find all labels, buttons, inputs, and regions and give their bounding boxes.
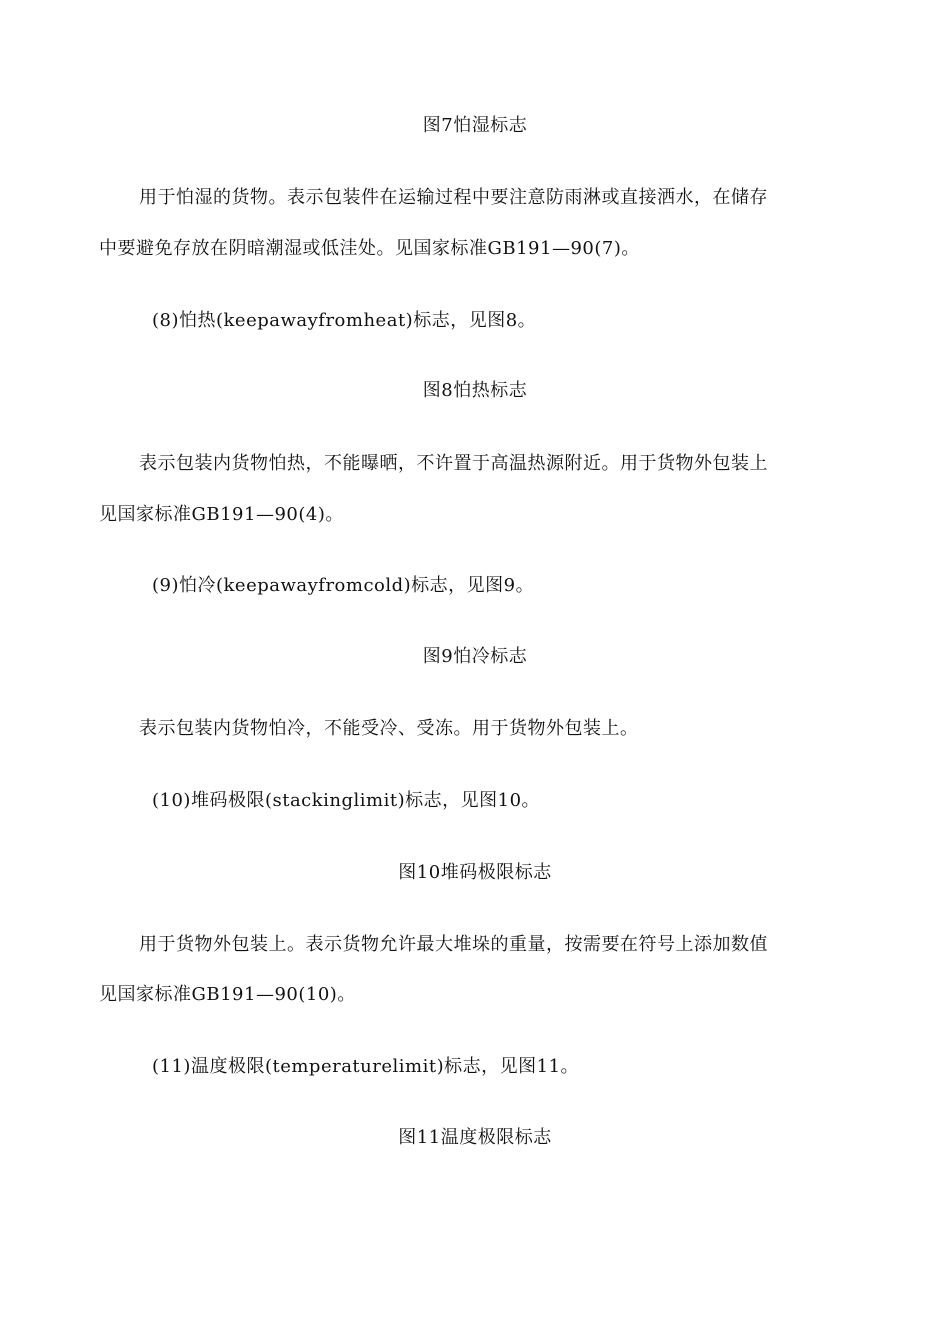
paragraph-line: 中要避免存放在阴暗潮湿或低洼处。见国家标准GB191—90(7)。: [99, 238, 640, 259]
paragraph-line: 表示包装内货物怕热，不能曝晒，不许置于高温热源附近。用于货物外包装上: [139, 453, 768, 474]
paragraph-line: 见国家标准GB191—90(4)。: [99, 504, 344, 525]
paragraph-line: 用于怕湿的货物。表示包装件在运输过程中要注意防雨淋或直接洒水，在储存: [139, 187, 768, 208]
figure-caption: 图7怕湿标志: [422, 115, 528, 136]
list-item: (8)怕热(keepawayfromheat)标志，见图8。: [152, 310, 537, 331]
figure-caption: 图8怕热标志: [422, 380, 528, 401]
paragraph-line: 表示包装内货物怕冷，不能受冷、受冻。用于货物外包装上。: [139, 718, 639, 739]
figure-caption: 图10堆码极限标志: [398, 862, 552, 883]
paragraph-line: 见国家标准GB191—90(10)。: [99, 984, 356, 1005]
figure-caption: 图11温度极限标志: [398, 1127, 552, 1148]
list-item: (11)温度极限(temperaturelimit)标志，见图11。: [152, 1056, 580, 1077]
list-item: (9)怕冷(keepawayfromcold)标志，见图9。: [152, 575, 535, 596]
figure-caption: 图9怕冷标志: [422, 646, 528, 667]
list-item: (10)堆码极限(stackinglimit)标志，见图10。: [152, 790, 541, 811]
paragraph-line: 用于货物外包装上。表示货物允许最大堆垛的重量，按需要在符号上添加数值: [139, 934, 768, 955]
